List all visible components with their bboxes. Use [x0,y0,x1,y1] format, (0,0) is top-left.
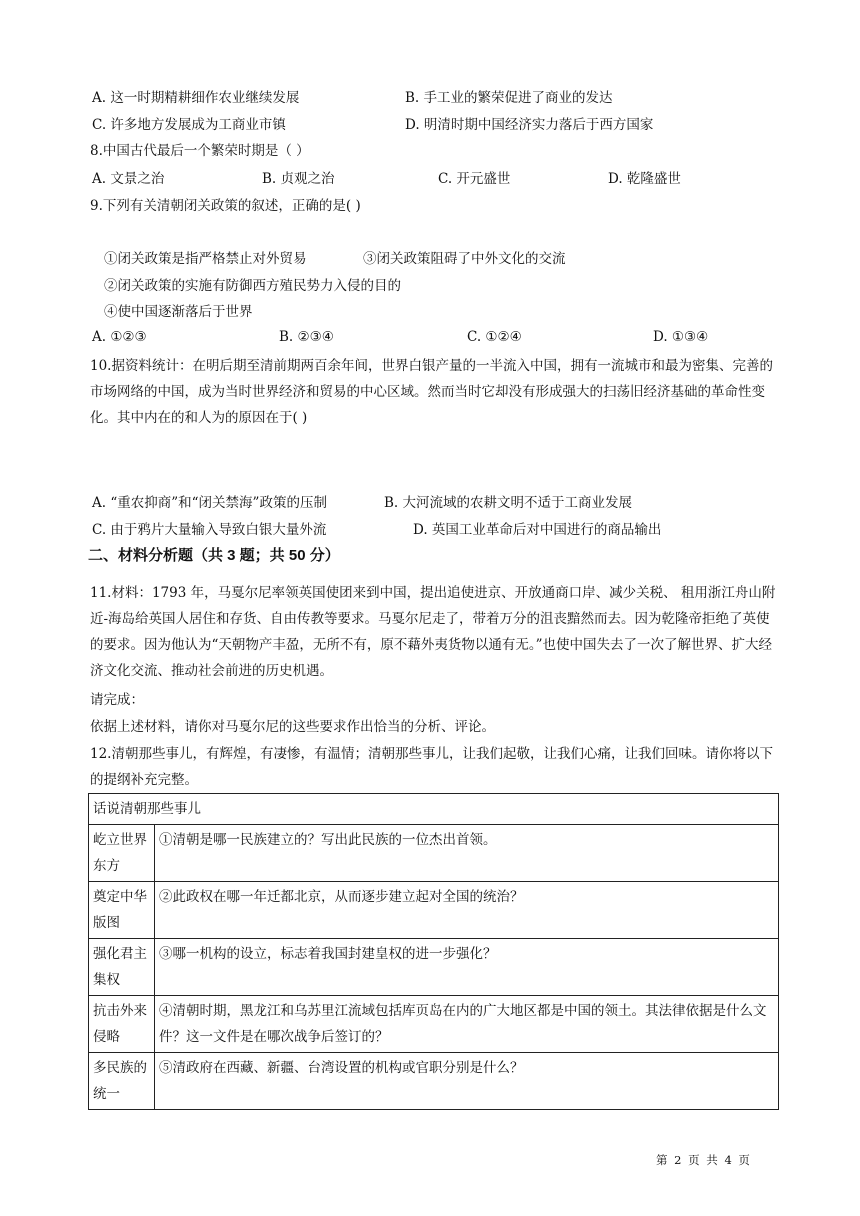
q12-outline-table [88,793,779,1110]
q10-option-c: C. 由于鸦片大量输入导致白银大量外流 [92,522,327,538]
row-label: 屹立世界东方 [89,825,155,882]
q7-option-b: B. 手工业的繁荣促进了商业的发达 [405,90,613,106]
q10-option-b: B. 大河流域的农耕文明不适于工商业发展 [384,495,633,511]
q10-option-a: A. “重农抑商”和“闭关禁海”政策的压制 [92,495,327,511]
row-question: ⑤清政府在西藏、新疆、台湾设置的机构或官职分别是什么？ [155,1053,779,1110]
q11-prompt: 请完成： [90,692,144,708]
q11-task: 依据上述材料，请你对马戛尔尼的这些要求作出恰当的分析、评论。 [90,719,495,735]
q10-stem: 10.据资料统计：在明后期至清前期两百余年间，世界白银产量的一半流入中国，拥有一流城市和最为密集、完善的市场网络的中国，成为当时世界经济和贸易的中心区域。然而当时它却没有形成强大的扫荡旧经济基础的革命性变化。其中内在的和人为的原因在于( ) [90,358,773,426]
row-question: ③哪一机构的设立，标志着我国封建皇权的进一步强化？ [155,939,779,996]
table-row [89,825,779,882]
q9-option-b: B. ②③④ [279,329,334,345]
row-label: 多民族的统一 [89,1053,155,1110]
table-title: 话说清朝那些事儿 [89,794,779,825]
q7-option-c: C. 许多地方发展成为工商业市镇 [92,117,286,133]
q11-material: 11.材料：1793 年，马戛尔尼率领英国使团来到中国，提出追使进京、开放通商口岸、减少关税、 租用浙江舟山附近-海岛给英国人居住和存货、自由传教等要求。马戛尔尼走了，带着万分的沮丧黯然而去。因为乾隆帝拒绝了英使的要求。因为他认为“天朝物产丰盈，无所不有，原不藉外夷货物以通有无。”也使中国失去了一次了解世界、扩大经济文化交流、推动社会前进的历史机遇。 [90,585,776,679]
q8-option-b: B. 贞观之治 [262,171,335,187]
q9-statement-1: ①闭关政策是指严格禁止对外贸易 [104,251,307,267]
row-question: ④清朝时期，黑龙江和乌苏里江流域包括库页岛在内的广大地区都是中国的领土。其法律依据是什么文件？这一文件是在哪次战争后签订的？ [155,996,779,1053]
table-row [89,1053,779,1110]
q9-option-c: C. ①②④ [467,329,522,345]
q9-statement-2: ②闭关政策的实施有防御西方殖民势力入侵的目的 [104,278,401,294]
q9-option-d: D. ①③④ [653,329,709,345]
q9-option-a: A. ①②③ [92,329,147,345]
q12-stem: 12.清朝那些事儿，有辉煌，有凄惨，有温情；清朝那些事儿，让我们起敬，让我们心痛，让我们回味。请你将以下的提纲补充完整。 [90,746,773,788]
q10-option-d: D. 英国工业革命后对中国进行的商品输出 [413,522,662,538]
q9-stem: 9.下列有关清朝闭关政策的叙述，正确的是( ) [90,198,361,214]
table-row [89,996,779,1053]
q8-stem: 8.中国古代最后一个繁荣时期是（ ） [90,143,310,159]
table-row [89,939,779,996]
q7-option-a: A. 这一时期精耕细作农业继续发展 [92,90,300,106]
row-label: 奠定中华版图 [89,882,155,939]
q8-option-a: A. 文景之治 [92,171,165,187]
q7-option-d: D. 明清时期中国经济实力落后于西方国家 [405,117,654,133]
page-footer: 第 2 页 共 4 页 [656,1153,750,1167]
table-row [89,882,779,939]
section-title: 二、材料分析题（共 3 题；共 50 分） [88,547,340,564]
row-question: ②此政权在哪一年迁都北京，从而逐步建立起对全国的统治？ [155,882,779,939]
row-question: ①清朝是哪一民族建立的？写出此民族的一位杰出首领。 [155,825,779,882]
q8-option-d: D. 乾隆盛世 [608,171,681,187]
q9-statement-3: ③闭关政策阻碍了中外文化的交流 [363,251,566,267]
q8-option-c: C. 开元盛世 [438,171,511,187]
row-label: 强化君主集权 [89,939,155,996]
row-label: 抗击外来侵略 [89,996,155,1053]
table-row [89,794,779,825]
q9-statement-4: ④使中国逐渐落后于世界 [104,304,253,320]
